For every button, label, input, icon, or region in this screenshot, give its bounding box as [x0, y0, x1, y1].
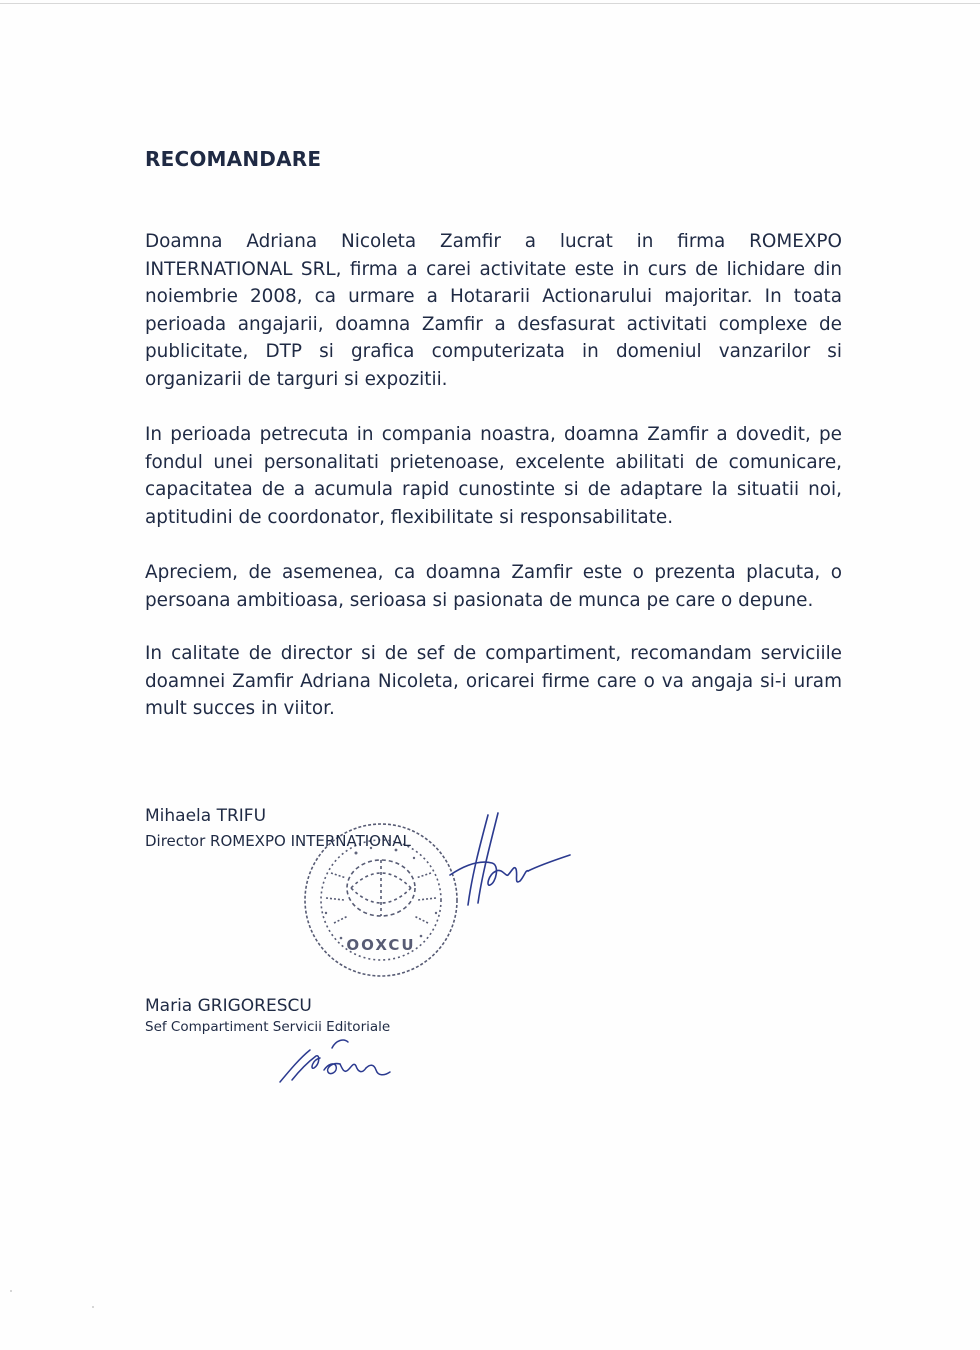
scan-edge-line — [0, 3, 980, 4]
signatory-1-name: Mihaela TRIFU — [145, 806, 267, 826]
signature-1 — [430, 805, 580, 915]
paragraph-employment: Doamna Adriana Nicoleta Zamfir a lucrat in firma ROMEXPO INTERNATIONAL SRL, firma a carei activitate este in curs de lichidare din noiembrie 2008, ca urmare a Hotararii Actionarului majoritar. In toata perioada angajarii, doamna Zamfir a desfasurat activitati complexe de publicitate, DTP si grafica computerizata in domeniul vanzarilor si organizarii de targuri si expozitii. — [145, 231, 842, 390]
paragraph-appreciation: Apreciem, de asemenea, ca doamna Zamfir este o prezenta placuta, o persoana ambitioasa, serioasa si pasionata de munca pe care o depune. — [145, 562, 842, 611]
scan-speck — [10, 1290, 12, 1292]
document-title: RECOMANDARE — [145, 147, 322, 171]
signatory-2-name: Maria GRIGORESCU — [145, 996, 312, 1016]
stamp-text: OOXCU — [346, 936, 416, 954]
signatory-1-role: Director ROMEXPO INTERNATIONAL — [145, 832, 411, 850]
paragraph-skills: In perioada petrecuta in compania noastra, doamna Zamfir a dovedit, pe fondul unei personalitati prietenoase, excelente abilitati de comunicare, capacitatea de a acumula rapid cunostinte si de adaptare la situatii noi, aptitudini de coordonator, flexibilitate si responsabilitate. — [145, 424, 842, 528]
signature-2 — [270, 1030, 420, 1090]
scan-speck — [92, 1306, 94, 1308]
paragraph-recommendation: In calitate de director si de sef de compartiment, recomandam serviciile doamnei Zamfir Adriana Nicoleta, oricarei firme care o va angaja si-i uram mult succes in viitor. — [145, 643, 842, 719]
signatory-2-role: Sef Compartiment Servicii Editoriale — [145, 1019, 391, 1035]
